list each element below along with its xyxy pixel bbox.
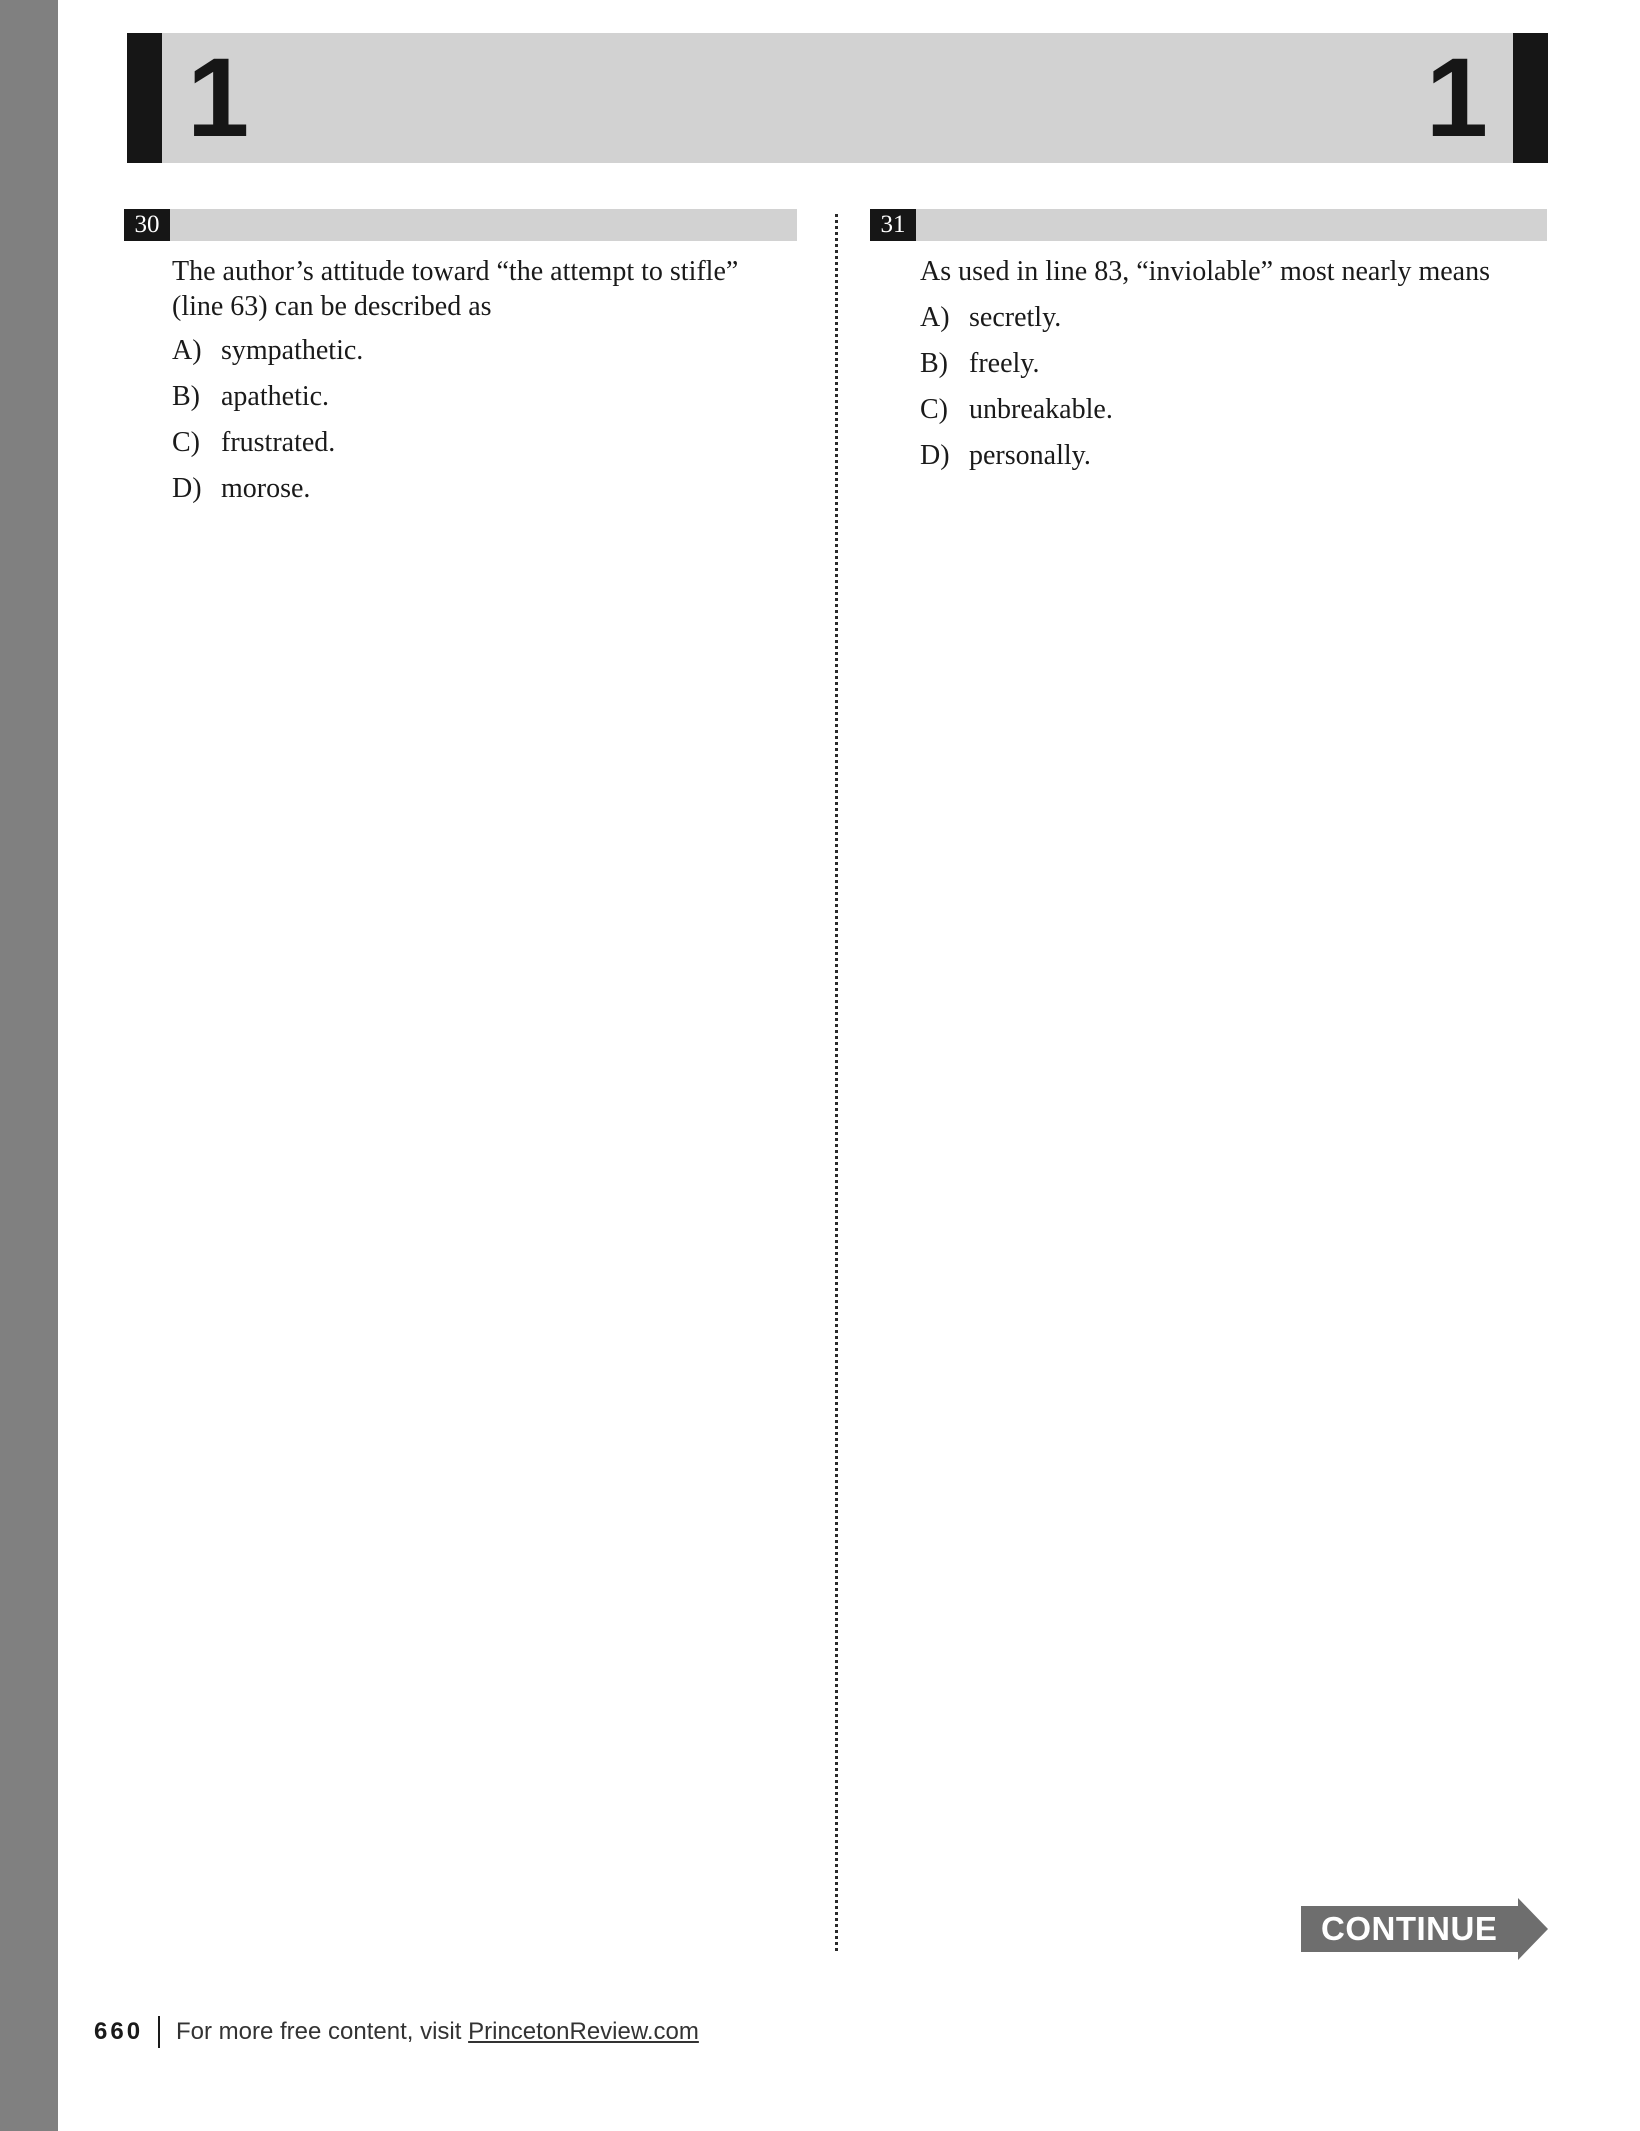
footer-separator	[158, 2016, 160, 2048]
question-31-choices	[920, 300, 1540, 484]
choice-letter: B)	[920, 348, 948, 379]
header-right-edge	[1513, 33, 1548, 163]
answer-choice-a[interactable]	[172, 333, 792, 379]
princeton-review-link[interactable]: PrincetonReview.com	[468, 2018, 699, 2045]
continue-button[interactable]	[1301, 1898, 1548, 1960]
choice-text: frustrated.	[221, 427, 336, 458]
choice-letter: B)	[172, 381, 200, 412]
question-30-choices	[172, 333, 792, 517]
question-30-header	[124, 209, 797, 241]
answer-choice-c[interactable]	[172, 425, 792, 471]
choice-text: morose.	[221, 473, 311, 504]
answer-choice-b[interactable]	[172, 379, 792, 425]
choice-letter: D)	[920, 440, 950, 471]
answer-choice-d[interactable]	[920, 438, 1540, 484]
section-number-left: 1	[187, 35, 250, 160]
answer-choice-b[interactable]	[920, 346, 1540, 392]
choice-text: personally.	[969, 440, 1091, 471]
choice-letter: C)	[920, 394, 948, 425]
question-number: 30	[124, 209, 170, 241]
answer-choice-a[interactable]	[920, 300, 1540, 346]
question-30-stem	[172, 254, 812, 324]
section-header	[127, 33, 1548, 163]
question-31-header	[870, 209, 1547, 241]
section-number-right: 1	[1425, 35, 1488, 160]
stem-line: The author’s attitude toward “the attempt to stifle”	[172, 256, 739, 287]
column-divider	[835, 214, 838, 1951]
choice-text: freely.	[969, 348, 1040, 379]
footer-label: For more free content, visit	[176, 2018, 469, 2045]
choice-letter: A)	[920, 302, 950, 333]
choice-text: sympathetic.	[221, 335, 364, 366]
choice-letter: D)	[172, 473, 202, 504]
question-number: 31	[870, 209, 916, 241]
choice-text: unbreakable.	[969, 394, 1113, 425]
stem-line: (line 63) can be described as	[172, 291, 492, 322]
choice-letter: A)	[172, 335, 202, 366]
question-31-stem	[920, 254, 1540, 289]
choice-text: secretly.	[969, 302, 1062, 333]
footer-text	[176, 2014, 699, 2050]
continue-label: CONTINUE	[1321, 1910, 1498, 1947]
page-number: 660	[94, 2018, 144, 2045]
stem-line: As used in line 83, “inviolable” most nearly means	[920, 256, 1490, 287]
choice-text: apathetic.	[221, 381, 330, 412]
header-left-edge	[127, 33, 162, 163]
answer-choice-c[interactable]	[920, 392, 1540, 438]
left-margin-strip	[0, 0, 58, 2131]
answer-choice-d[interactable]	[172, 471, 792, 517]
choice-letter: C)	[172, 427, 200, 458]
